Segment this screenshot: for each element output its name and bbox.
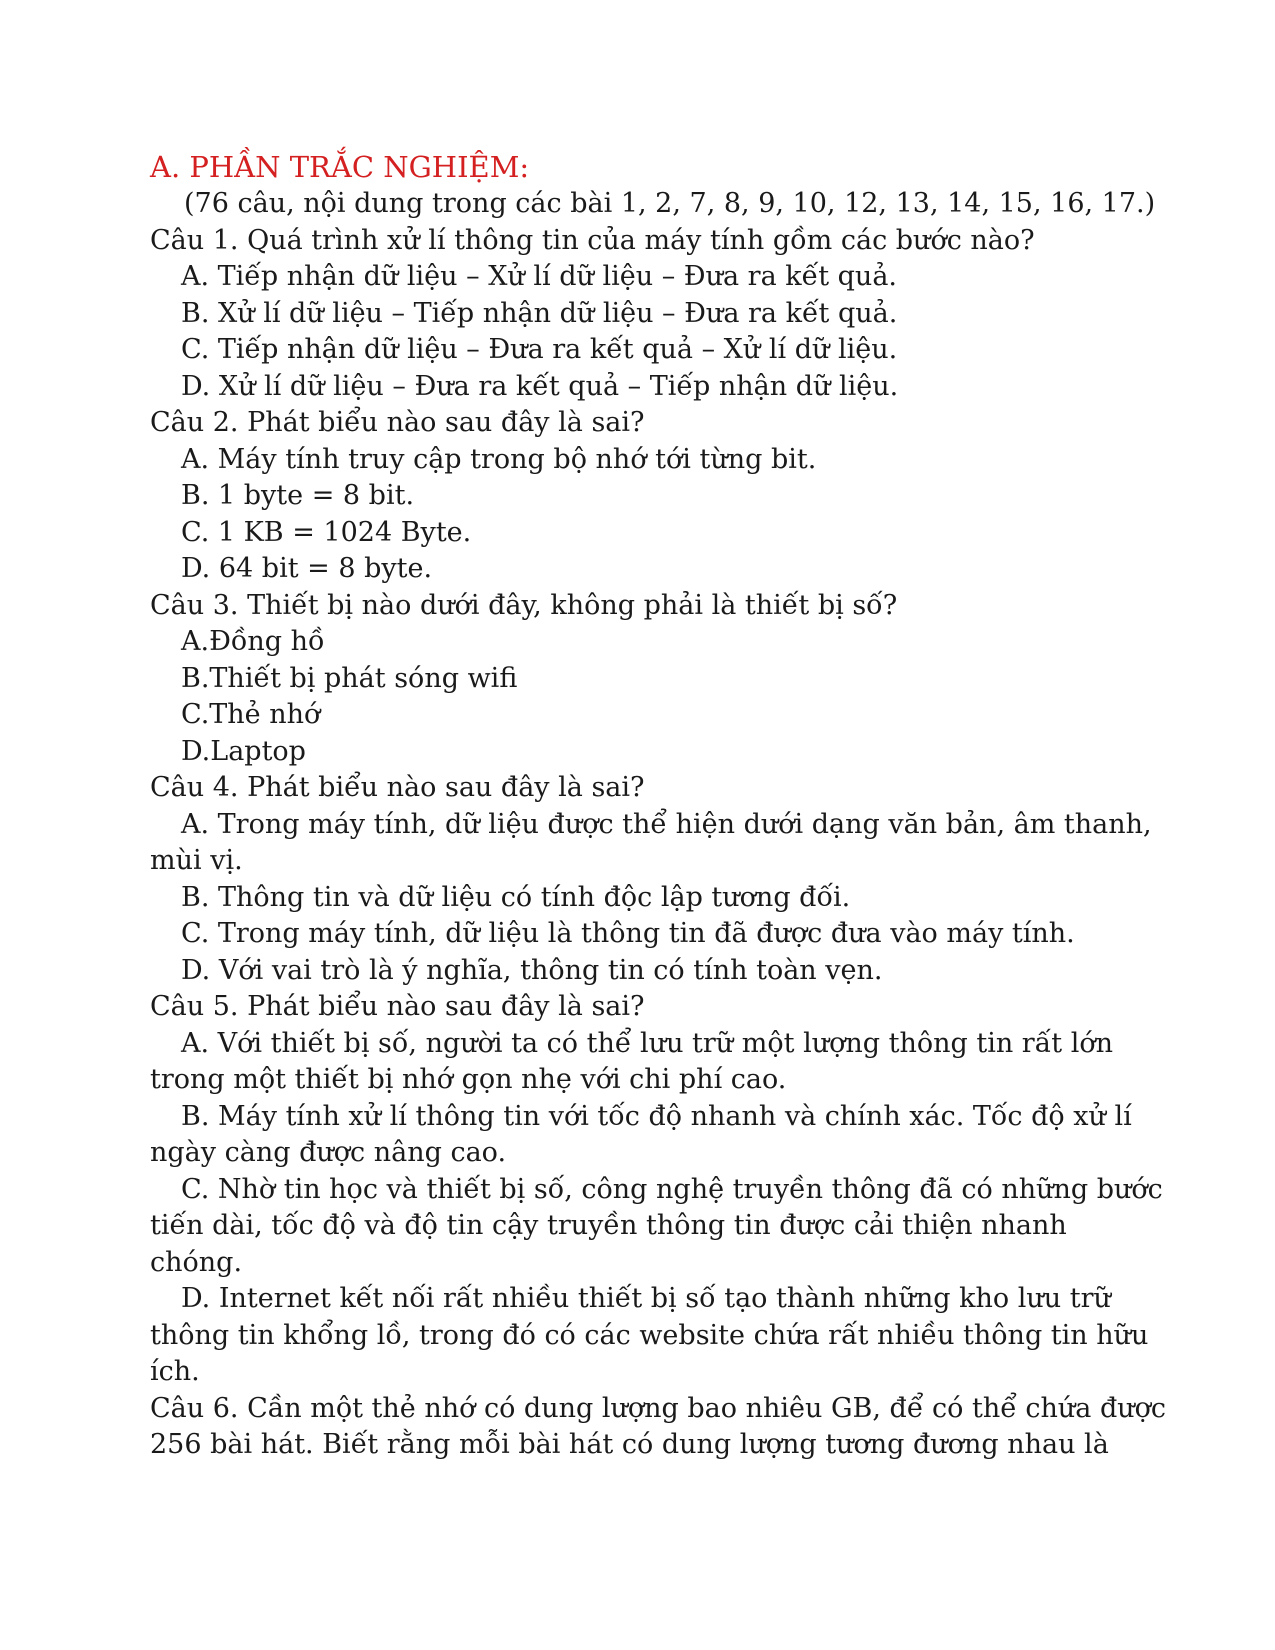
answer-option: D. Xử lí dữ liệu – Đưa ra kết quả – Tiếp nhận dữ liệu.	[181, 370, 899, 402]
answer-option: C.Thẻ nhớ	[181, 699, 321, 730]
answer-option: B. Thông tin và dữ liệu có tính độc lập tương đối.	[181, 881, 851, 913]
text-continuation: tiến dài, tốc độ và độ tin cậy truyền thông tin được cải thiện nhanh	[150, 1210, 1067, 1241]
text-continuation: ích.	[150, 1356, 200, 1387]
answer-option: B. Máy tính xử lí thông tin với tốc độ nhanh và chính xác. Tốc độ xử lí	[181, 1100, 1132, 1132]
question-text: Câu 4. Phát biểu nào sau đây là sai?	[150, 772, 645, 803]
text-continuation: thông tin khổng lồ, trong đó có các website chứa rất nhiều thông tin hữu	[150, 1319, 1149, 1351]
question-text: Câu 6. Cần một thẻ nhớ có dung lượng bao nhiêu GB, để có thể chứa được	[150, 1392, 1167, 1424]
text-continuation: trong một thiết bị nhớ gọn nhẹ với chi phí cao.	[150, 1064, 787, 1095]
answer-option: C. Tiếp nhận dữ liệu – Đưa ra kết quả – Xử lí dữ liệu.	[181, 334, 898, 365]
answer-option: B.Thiết bị phát sóng wifi	[181, 662, 518, 694]
answer-option: A. Máy tính truy cập trong bộ nhớ tới từng bit.	[181, 443, 817, 475]
question-text: Câu 2. Phát biểu nào sau đây là sai?	[150, 407, 645, 438]
answer-option: D.Laptop	[181, 735, 306, 767]
text-continuation: ngày càng được nâng cao.	[150, 1137, 507, 1168]
answer-option: B. Xử lí dữ liệu – Tiếp nhận dữ liệu – Đưa ra kết quả.	[181, 297, 898, 329]
text-continuation: chóng.	[150, 1246, 243, 1278]
section-subtitle: (76 câu, nội dung trong các bài 1, 2, 7, 8, 9, 10, 12, 13, 14, 15, 16, 17.)	[184, 188, 1156, 219]
answer-option: B. 1 byte = 8 bit.	[181, 480, 415, 511]
answer-option: D. Internet kết nối rất nhiều thiết bị số tạo thành những kho lưu trữ	[181, 1283, 1111, 1314]
answer-option: A. Với thiết bị số, người ta có thể lưu trữ một lượng thông tin rất lớn	[181, 1027, 1113, 1059]
section-heading: A. PHẦN TRẮC NGHIỆM:	[150, 150, 530, 184]
answer-option: A. Trong máy tính, dữ liệu được thể hiện dưới dạng văn bản, âm thanh,	[181, 808, 1152, 840]
answer-option: D. Với vai trò là ý nghĩa, thông tin có tính toàn vẹn.	[181, 954, 883, 986]
answer-option: A. Tiếp nhận dữ liệu – Xử lí dữ liệu – Đưa ra kết quả.	[181, 261, 898, 292]
text-continuation: 256 bài hát. Biết rằng mỗi bài hát có dung lượng tương đương nhau là	[150, 1429, 1109, 1460]
question-list	[150, 223, 1175, 1464]
question-text: Câu 3. Thiết bị nào dưới đây, không phải là thiết bị số?	[150, 589, 898, 621]
answer-option: D. 64 bit = 8 byte.	[181, 553, 433, 584]
answer-option: C. Nhờ tin học và thiết bị số, công nghệ truyền thông đã có những bước	[181, 1173, 1163, 1205]
question-text: Câu 5. Phát biểu nào sau đây là sai?	[150, 991, 645, 1022]
answer-option: A.Đồng hồ	[181, 626, 325, 657]
answer-option: C. 1 KB = 1024 Byte.	[181, 516, 472, 548]
question-text: Câu 1. Quá trình xử lí thông tin của máy tính gồm các bước nào?	[150, 224, 1035, 256]
text-continuation: mùi vị.	[150, 845, 243, 876]
answer-option: C. Trong máy tính, dữ liệu là thông tin đã được đưa vào máy tính.	[181, 918, 1075, 949]
